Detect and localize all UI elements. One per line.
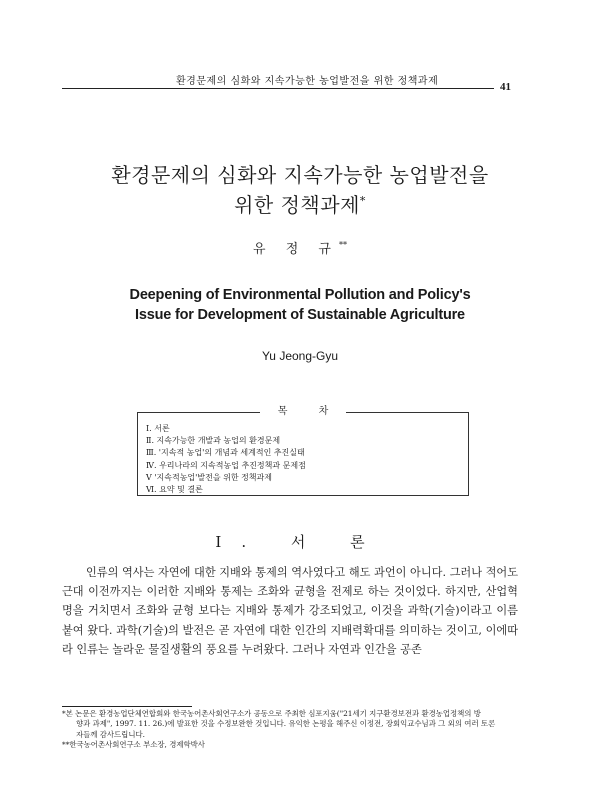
toc-item: Ⅲ. '지속적 농업'의 개념과 세계적인 추진실태 <box>146 448 305 458</box>
footnote-rule <box>62 706 192 707</box>
author-korean-name: 유 정 규 <box>253 242 339 257</box>
toc-item: Ⅳ. 우리나라의 지속적농업 추진정책과 문제점 <box>146 460 306 470</box>
author-footnote-mark: ** <box>338 240 347 250</box>
title-footnote-mark: * <box>359 194 366 208</box>
section-heading: Ⅰ. 서 론 <box>215 533 385 551</box>
toc-heading-text: 목 차 <box>260 406 347 417</box>
toc-list <box>146 423 306 496</box>
toc-item: Ⅵ. 요약 및 결론 <box>146 485 203 495</box>
footnotes <box>62 709 518 751</box>
title-line-2 <box>60 190 540 220</box>
body-paragraph: 인류의 역사는 자연에 대한 지배와 통제의 역사였다고 해도 과언이 아니다. 그러나 적어도 근대 이전까지는 이러한 지배와 통제는 조화와 균형을 전제로 하는 것이었다. 하지만, 산업혁명을 거치면서 조화와 균형 보다는 지배와 통제가 강조되었고, 이것을 과학(기술)이라고 이름 붙여 왔다. 과학(기술)의 발전은 곧 자연에 대한 인간의 지배력확대를 의미하는 것이고, 이에따라 인류는 놀라운 물질생활의 풍요를 누려왔다. 그러나 자연과 인간을 공존 <box>62 566 518 656</box>
paper-title <box>60 160 540 220</box>
title-line-2-text: 위한 정책과제 <box>234 193 360 217</box>
footnote-2: **한국농어촌사회연구소 부소장, 경제학박사 <box>62 740 205 750</box>
toc-heading <box>138 405 468 419</box>
title-en-line-2: Issue for Development of Sustainable Agriculture <box>135 307 465 323</box>
toc-item: Ⅰ. 서론 <box>146 424 170 433</box>
footnote-1-line-3: 자들께 감사드립니다. <box>76 729 145 739</box>
header-rule <box>62 88 494 89</box>
table-of-contents <box>137 406 469 496</box>
toc-item: Ⅱ. 지속가능한 개발과 농업의 환경문제 <box>146 436 281 446</box>
running-head: 환경문제의 심화와 지속가능한 농업발전을 위한 정책과제 <box>176 76 439 87</box>
author-korean <box>60 238 540 257</box>
title-line-1: 환경문제의 심화와 지속가능한 농업발전을 <box>111 163 489 187</box>
title-en-line-1: Deepening of Environmental Pollution and Policy's <box>129 287 471 303</box>
page-number: 41 <box>500 81 511 93</box>
footnote-1-line-2: 향과 과제", 1997. 11. 26.)에 발표한 것을 수정보완한 것입니다. 유익한 논평을 해주신 이정전, 장회익교수님과 그 외의 여러 토론 <box>76 719 496 729</box>
toc-item: Ⅴ '지속적농업'발전을 위한 정책과제 <box>146 472 272 482</box>
author-english: Yu Jeong-Gyu <box>261 349 339 363</box>
paper-title-english <box>60 285 540 325</box>
footnote-1-line-1: *본 논문은 환경농업단체연합회와 한국농어촌사회연구소가 공동으로 주최한 심포지움("21세기 지구환경보전과 환경농업정책의 방 <box>62 709 481 718</box>
